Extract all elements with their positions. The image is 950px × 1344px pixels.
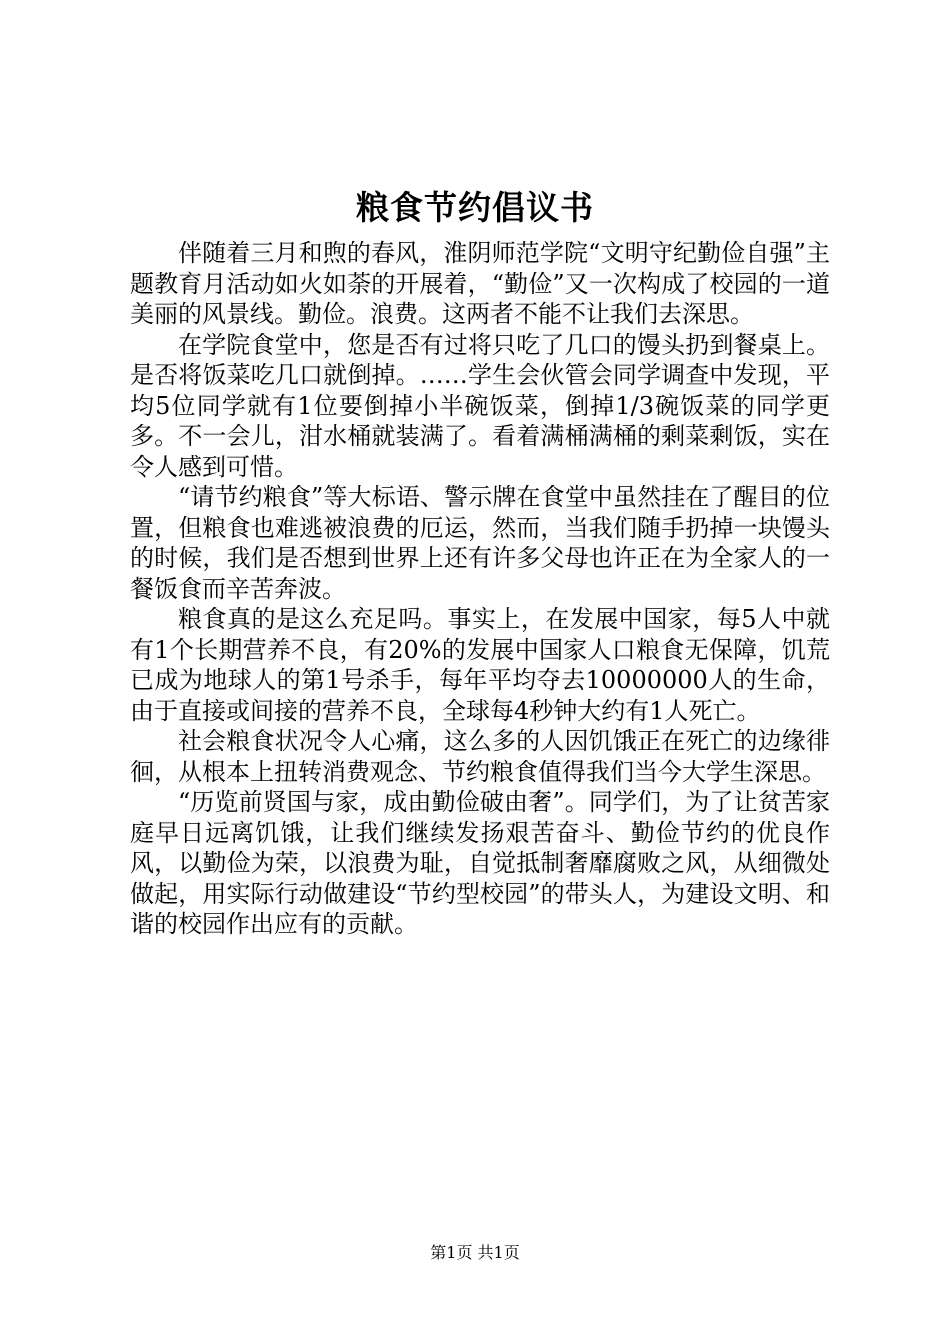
document-title: 粮食节约倡议书 [356, 188, 594, 227]
document-body [130, 238, 830, 940]
page-footer: 第1页 共1页 [430, 1243, 520, 1262]
paragraph-5: 社会粮食状况令人心痛，这么多的人因饥饿正在死亡的边缘徘徊，从根本上扭转消费观念、节约粮食值得我们当今大学生深思。 [130, 727, 830, 786]
paragraph-1: 伴随着三月和煦的春风，淮阴师范学院“文明守纪勤俭自强”主题教育月活动如火如荼的开展着，“勤俭”又一次构成了校园的一道美丽的风景线。勤俭。浪费。这两者不能不让我们去深思。 [130, 239, 830, 328]
paragraph-4: 粮食真的是这么充足吗。事实上，在发展中国家，每5人中就有1个长期营养不良，有20%的发展中国家人口粮食无保障，饥荒已成为地球人的第1号杀手，每年平均夺去10000000人的生命，由于直接或间接的营养不良，全球每4秒钟大约有1人死亡。 [130, 605, 830, 725]
paragraph-6: “历览前贤国与家，成由勤俭破由奢”。同学们，为了让贫苦家庭早日远离饥饿，让我们继续发扬艰苦奋斗、勤俭节约的优良作风，以勤俭为荣，以浪费为耻，自觉抵制奢靡腐败之风，从细微处做起，用实际行动做建设“节约型校园”的带头人，为建设文明、和谐的校园作出应有的贡献。 [130, 788, 830, 938]
paragraph-3: “请节约粮食”等大标语、警示牌在食堂中虽然挂在了醒目的位置，但粮食也难逃被浪费的厄运，然而，当我们随手扔掉一块馒头的时候，我们是否想到世界上还有许多父母也许正在为全家人的一餐饭食而辛苦奔波。 [130, 483, 830, 603]
paragraph-2: 在学院食堂中，您是否有过将只吃了几口的馒头扔到餐桌上。是否将饭菜吃几口就倒掉。……学生会伙管会同学调查中发现，平均5位同学就有1位要倒掉小半碗饭菜，倒掉1/3碗饭菜的同学更多。不一会儿，泔水桶就装满了。看着满桶满桶的剩菜剩饭，实在令人感到可惜。 [130, 330, 830, 481]
